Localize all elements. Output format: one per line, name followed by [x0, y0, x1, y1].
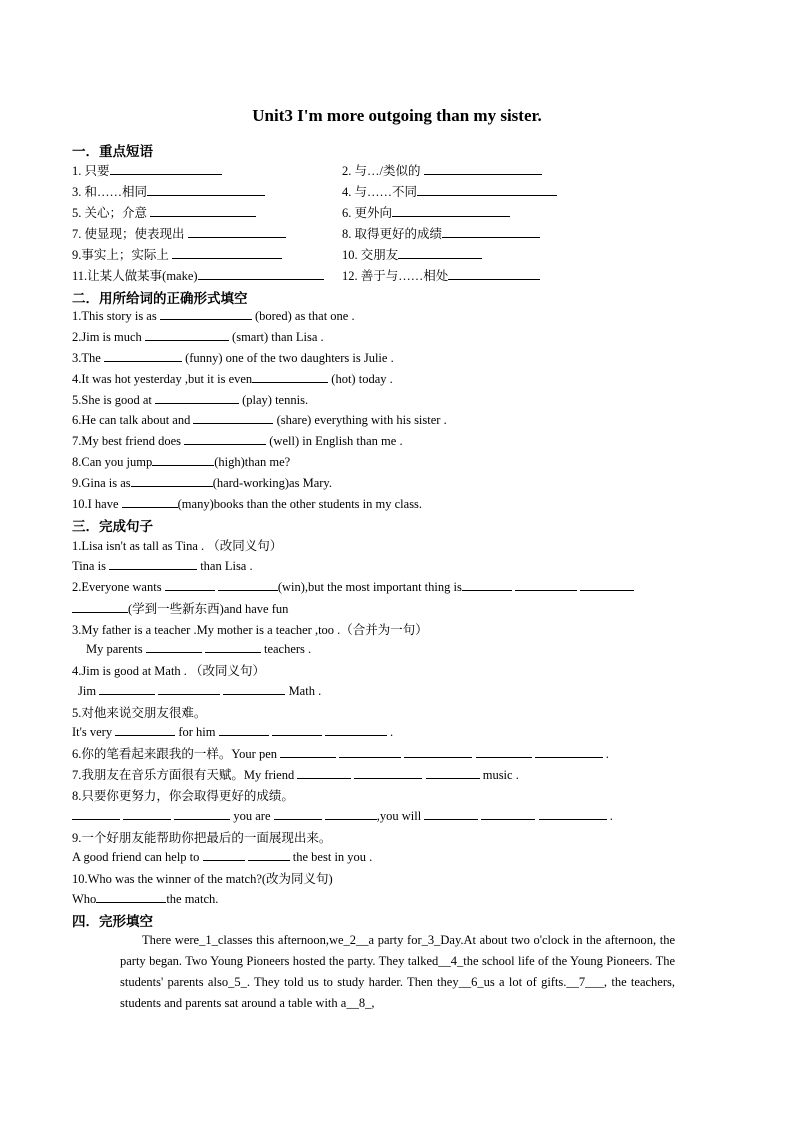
sentence-line: 8.只要你更努力，你会取得更好的成绩。: [72, 789, 294, 803]
fill-item: 7.My best friend does (well) in English than me .: [72, 434, 403, 448]
phrase-item: 4. 与……不同: [342, 182, 557, 200]
fill-item: 4.It was hot yesterday ,but it is even (hot) today .: [72, 372, 393, 386]
sentence-line: you are ,you will .: [72, 807, 613, 824]
sentence-line: (学到一些新东西)and have fun: [72, 599, 288, 617]
sentence-line: Jim Math .: [78, 684, 322, 698]
phrase-item: 11.让某人做某事(make): [72, 266, 324, 284]
sentence-line: 10.Who was the winner of the match?(改为同义句): [72, 872, 333, 886]
fill-item: 5.She is good at (play) tennis.: [72, 393, 309, 407]
sentence-line: It's very for him .: [72, 725, 394, 739]
section2-heading: 二．用所给词的正确形式填空: [72, 291, 248, 307]
phrase-item: 2. 与…/类似的: [342, 161, 542, 179]
sentence-line: 5.对他来说交朋友很难。: [72, 706, 207, 720]
section4-heading: 四．完形填空: [72, 914, 153, 930]
sentence-line: 4.Jim is good at Math . （改同义句）: [72, 664, 266, 678]
section1-heading: 一．重点短语: [72, 144, 153, 160]
sentence-line: A good friend can help to the best in you .: [72, 850, 373, 864]
worksheet-title: Unit3 I'm more outgoing than my sister.: [252, 106, 542, 125]
sentence-line: 9.一个好朋友能帮助你把最后的一面展现出来。: [72, 831, 332, 845]
fill-item: 9.Gina is as (hard-working)as Mary.: [72, 476, 332, 490]
cloze-passage: There were_1_classes this afternoon,we_2__a party for_3_Day.At about two o'clock in the afternoon, the party began. Two Young Pioneers hosted the party. They talked__4_the school life of the Young Pioneers. The students' parents also_5_. They told us to study harder. Then they__6_us a lot of gifts.__7___, the teachers, students and parents sat around a table with a__8_,: [120, 933, 675, 1010]
fill-item: 10.I have (many)books than the other students in my class.: [72, 497, 423, 511]
phrase-item: 10. 交朋友: [342, 245, 482, 263]
sentence-line: Who the match.: [72, 892, 219, 906]
sentence-line: 7.我朋友在音乐方面很有天赋。My friend music .: [72, 768, 519, 782]
fill-item: 8.Can you jump (high)than me?: [72, 455, 291, 469]
sentence-line: 6.你的笔看起来跟我的一样。Your pen .: [72, 747, 609, 761]
phrase-item: 3. 和……相同: [72, 182, 265, 200]
phrase-item: 9.事实上；实际上: [72, 245, 282, 263]
sentence-line: 1.Lisa isn't as tall as Tina . （改同义句）: [72, 539, 283, 553]
section3-heading: 三．完成句子: [72, 519, 153, 535]
phrase-item: 6. 更外向: [342, 203, 510, 221]
fill-item: 1.This story is as (bored) as that one .: [72, 309, 355, 323]
phrase-item: 8. 取得更好的成绩: [342, 224, 540, 242]
fill-item: 2.Jim is much (smart) than Lisa .: [72, 330, 324, 344]
phrase-item: 1. 只要: [72, 161, 222, 179]
fill-item: 6.He can talk about and (share) everything with his sister .: [72, 413, 447, 427]
sentence-line: 2.Everyone wants (win),but the most important thing is: [72, 578, 734, 595]
sentence-line: Tina is than Lisa .: [72, 559, 253, 573]
phrase-item: 7. 使显现；使表现出: [72, 224, 286, 242]
phrase-item: 12. 善于与……相处: [342, 266, 540, 284]
fill-item: 3.The (funny) one of the two daughters is Julie .: [72, 351, 394, 365]
sentence-line: 3.My father is a teacher .My mother is a teacher ,too .（合并为一句）: [72, 623, 428, 637]
sentence-line: My parents teachers .: [86, 642, 312, 656]
phrase-item: 5. 关心；介意: [72, 203, 256, 221]
